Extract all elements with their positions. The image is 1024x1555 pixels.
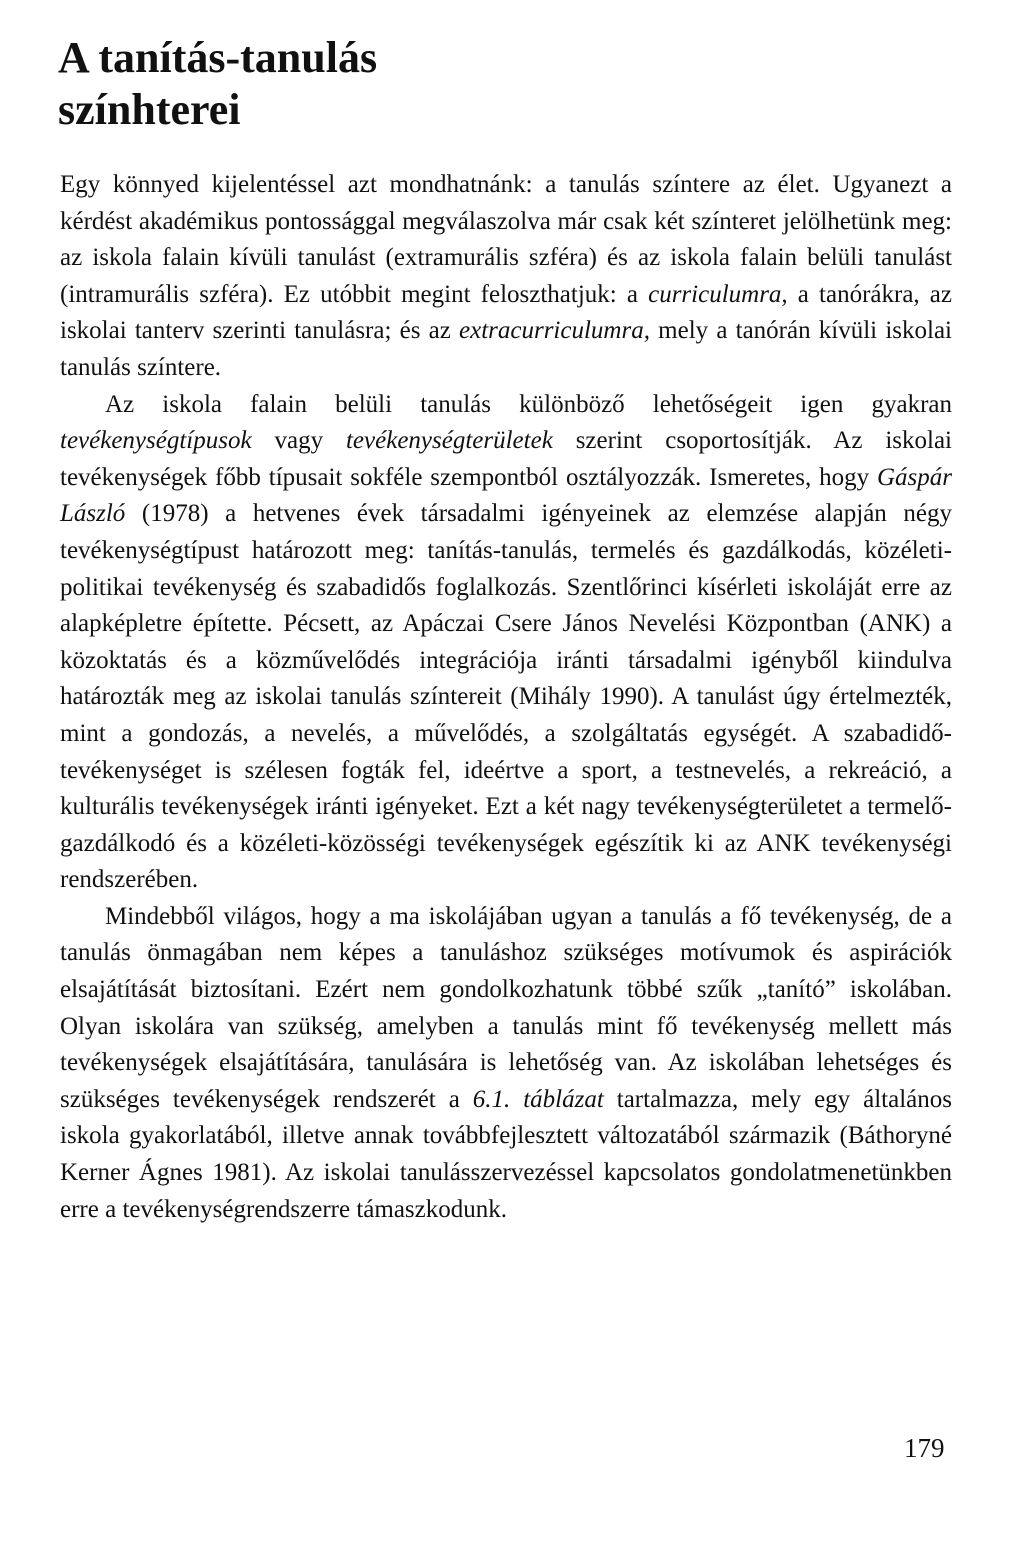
paragraph-2 xyxy=(60,387,952,899)
paragraph-2-text-2: vagy xyxy=(251,427,346,455)
paragraph-2-italic-3: Gáspár László xyxy=(60,463,952,528)
paragraph-1 xyxy=(60,167,952,387)
paragraph-3-text-2: tartalmazza, mely egy általános iskola gyakorlatából, illetve annak továbbfejlesztett változatából származik (Báthoryné Kerner Ágnes 1981). Az iskolai tanulásszervezéssel kapcsolatos gondolatmenetünkben erre a tevékenységrendszerre támaszkodunk. xyxy=(60,1085,952,1223)
paragraph-3-text-1: Mindebből világos, hogy a ma iskolájában ugyan a tanulás a fő tevékenység, de a tanulás önmagában nem képes a tanuláshoz szükséges motívumok és aspirációk elsajátítását biztosítani. Ezért nem gondolkozhatunk többé szűk „tanító” iskolában. Olyan iskolára van szükség, amelyben a tanulás mint fő tevékenység mellett más tevékenységek elsajátítására, tanulására is lehetőség van. Az iskolában lehetséges és szükséges tevékenységek rendszerét a xyxy=(60,902,952,1113)
paragraph-3 xyxy=(60,899,952,1228)
paragraph-1-italic-2: extracurriculumra, xyxy=(459,317,650,345)
paragraph-1-text-3: mely a tanórán kívüli iskolai tanulás színtere. xyxy=(60,317,952,381)
paragraph-2-italic-1: tevékenységtípusok xyxy=(60,427,252,455)
paragraph-2-text-1: Az iskola falain belüli tanulás különböző lehetőségeit igen gyakran xyxy=(105,390,952,418)
paragraph-1-text-2: a tanórákra, az iskolai tanterv szerinti tanulásra; és az xyxy=(60,280,952,345)
paragraph-2-italic-2: tevékenységterületek xyxy=(345,427,553,455)
paragraph-2-text-3: szerint csoportosítják. Az iskolai tevékenységek főbb típusait sokféle szempontból osztályozzák. Ismeretes, hogy xyxy=(60,427,952,491)
paragraph-1-italic-1: curriculumra, xyxy=(648,280,788,308)
paragraph-1-text-1: Egy könnyed kijelentéssel azt mondhatnánk: a tanulás színtere az élet. Ugyanezt a kérdést akadémikus pontossággal megválaszolva már csak két színteret jelölhetünk meg: az iskola falain kívüli tanulást (extramurális szféra) és az iskola falain belüli tanulást (intramurális szféra). Ez utóbbit megint feloszthatjuk: a xyxy=(60,171,952,308)
chapter-title xyxy=(58,32,478,136)
paragraph-2-text-4: (1978) a hetvenes évek társadalmi igényeinek az elemzése alapján négy tevékenységtípust határozott meg: tanítás-tanulás, termelés és gazdálkodás, közéleti-politikai tevékenység és szabadidős foglalkozás. Szentlőrinci kísérleti iskoláját erre az alapképletre építette. Pécsett, az Apáczai Csere János Nevelési Központban (ANK) a közoktatás és a közművelődés integrációja iránti társadalmi igényből kiindulva határozták meg az iskolai tanulás színtereit (Mihály 1990). A tanulást úgy értelmezték, mint a gondozás, a nevelés, a művelődés, a szolgáltatás egységét. A szabadidő-tevékenységet is szélesen fogták fel, ideértve a sport, a testnevelés, a rekreáció, a kulturális tevékenységek iránti igényeket. Ezt a két nagy tevékenységterületet a termelő-gazdálkodó és a közéleti-közösségi tevékenységek egészítik ki az ANK tevékenységi rendszerében. xyxy=(60,500,952,894)
chapter-title-line-1: A tanítás-tanulás xyxy=(58,33,378,82)
body-text xyxy=(60,167,952,1228)
paragraph-3-italic-1: 6.1. táblázat xyxy=(472,1085,604,1113)
chapter-title-line-2: színhterei xyxy=(58,85,241,134)
page-number: 179 xyxy=(904,1433,945,1463)
